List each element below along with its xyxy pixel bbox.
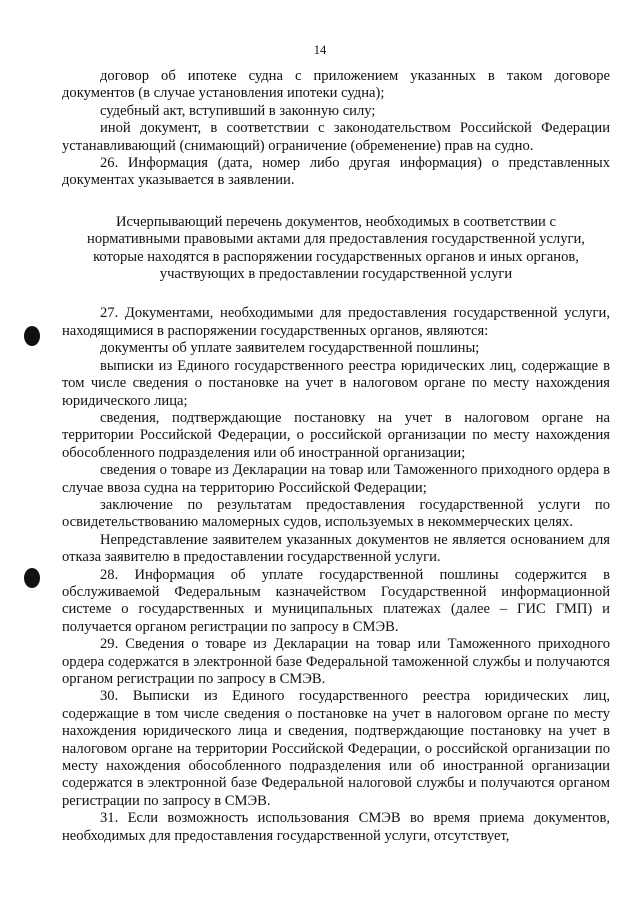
- document-body: [62, 68, 610, 845]
- paragraph: Непредставление заявителем указанных документов не является основанием для отказа заявителю в предоставлении государственной услуги.: [62, 531, 610, 566]
- paragraph: сведения, подтверждающие постановку на учет в налоговом органе на территории Российской Федерации, о российской организации по месту нахождения обособленного подразделения или об иностранной организации;: [62, 409, 610, 461]
- paragraph: 27. Документами, необходимыми для предоставления государственной услуги, находящимися в распоряжении государственных органов, являются:: [62, 305, 610, 339]
- section-heading-line: Исчерпывающий перечень документов, необходимых в соответствии с: [116, 213, 556, 230]
- paragraph: иной документ, в соответствии с законодательством Российской Федерации устанавливающий (снимающий) ограничение (обременение) прав на судно.: [62, 120, 610, 154]
- paragraph: 26. Информация (дата, номер либо другая информация) о представленных документах указывается в заявлении.: [62, 155, 610, 189]
- punch-hole-mark: [24, 568, 40, 588]
- paragraph: выписки из Единого государственного реестра юридических лиц, содержащие в том числе сведения о постановке на учет в налоговом органе по месту нахождения юридического лица;: [62, 357, 610, 409]
- paragraph: заключение по результатам предоставления государственной услуги по освидетельствованию маломерных судов, используемых в некоммерческих целях.: [62, 496, 610, 531]
- section-heading-line: участвующих в предоставлении государственной услуги: [159, 266, 513, 283]
- section-heading-line: которые находятся в распоряжении государственных органов и иных органов,: [93, 248, 579, 265]
- paragraph: 29. Сведения о товаре из Декларации на товар или Таможенного приходного ордера содержатся в электронной базе Федеральной таможенной службы и получаются органом регистрации по запросу в СМЭВ.: [62, 636, 610, 687]
- paragraph: судебный акт, вступивший в законную силу;: [100, 102, 376, 119]
- section-heading-line: нормативными правовыми актами для предоставления государственной услуги,: [87, 231, 585, 248]
- paragraph: 30. Выписки из Единого государственного реестра юридических лиц, содержащие в том числе сведения о постановке на учет в налоговом органе по месту нахождения юридического лица и сведения, подтверждающие постановку на учет в налоговом органе на территории Российской Федерации, о российской организации по месту нахождения обособленного подразделения или об иностранной организации содержатся в электронной базе Федеральной налоговой службы и получаются органом регистрации по запросу в СМЭВ.: [62, 688, 610, 809]
- paragraph: сведения о товаре из Декларации на товар или Таможенного приходного ордера в случае ввоза судна на территорию Российской Федерации;: [62, 462, 610, 496]
- paragraph: документы об уплате заявителем государственной пошлины;: [100, 340, 480, 357]
- page-number: 14: [313, 43, 327, 57]
- paragraph: договор об ипотеке судна с приложением указанных в таком договоре документов (в случае установления ипотеки судна);: [62, 68, 610, 102]
- paragraph: 31. Если возможность использования СМЭВ во время приема документов, необходимых для предоставления государственной услуги, отсутствует,: [62, 810, 610, 844]
- section-heading: [62, 214, 610, 284]
- paragraph: 28. Информация об уплате государственной пошлины содержится в обслуживаемой Федеральным казначейством Государственной информационной системе о государственных и муниципальных платежах (далее – ГИС ГМП) и получается органом регистрации по запросу в СМЭВ.: [62, 566, 610, 635]
- punch-hole-mark: [24, 326, 40, 346]
